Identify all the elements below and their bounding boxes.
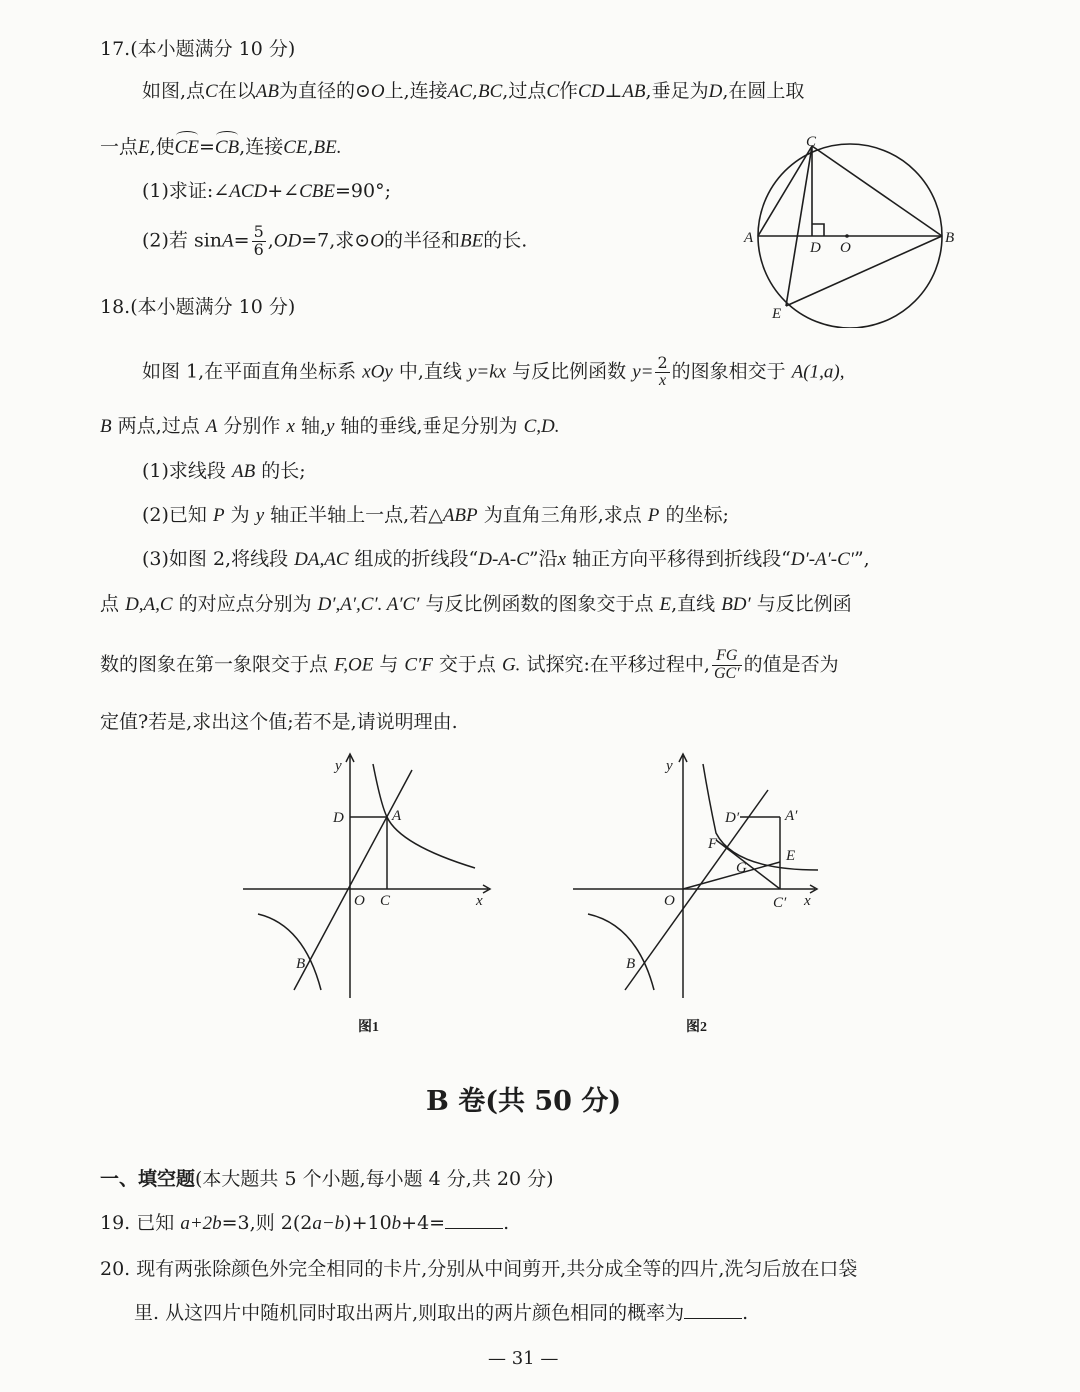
q18-line7: 数的图象在第一象限交于点 F,OE 与 C′F 交于点 G. 试探究:在平移过程中, $\frac{FG}{GC'}$ 的值是否为 [100, 647, 839, 682]
label-d: D [333, 810, 344, 826]
segment-oe [683, 862, 780, 889]
label-e: E [772, 306, 782, 322]
q18-line1: 如图 1,在平面直角坐标系 xOy 中,直线 y=kx 与反比例函数 y= $\frac{2}{x}$ 的图象相交于 A(1,a), [142, 353, 845, 389]
label-c: C [380, 893, 391, 909]
right-angle-mark [812, 224, 824, 236]
label-a-prime: A′ [785, 808, 798, 824]
q17-part1: (1)求证:∠ACD+∠CBE=90°; [142, 180, 391, 202]
label-c-prime: C′ [773, 895, 787, 911]
center-dot [845, 234, 849, 238]
label-e: E [786, 848, 796, 864]
q18-line6: 点 D,A,C 的对应点分别为 D′,A′,C′. A′C′ 与反比例函数的图象交于点 E,直线 BD′ 与反比例函 [100, 593, 852, 615]
label-b: B [296, 956, 306, 972]
figure-1 [238, 748, 498, 1048]
fig1-caption: 图1 [358, 1020, 379, 1035]
label-y: y [335, 758, 342, 774]
q17-part2: (2)若 sinA= $\frac{5}{6}$ ,OD=7,求⊙O的半径和BE的长. [142, 222, 528, 259]
label-a: A [744, 230, 754, 246]
label-o: O [354, 893, 365, 909]
label-b: B [626, 956, 636, 972]
q20-line1: 20. 现有两张除颜色外完全相同的卡片,分别从中间剪开,共分成全等的四片,洗匀后放在口袋 [100, 1258, 858, 1280]
line-b-d-prime [625, 790, 768, 990]
answer-blank-19 [445, 1212, 503, 1229]
q17-line1: 如图,点C在以AB为直径的⊙O上,连接AC,BC,过点C作CD⊥AB,垂足为D,在圆上取 [142, 80, 805, 102]
fill-blank-section-title: 一、填空题(本大题共 5 个小题,每小题 4 分,共 20 分) [100, 1168, 554, 1190]
section-b-heading: B 卷(共 50 分) [426, 1086, 622, 1117]
label-d: D [810, 240, 821, 256]
q20-line2: 里. 从这四片中随机同时取出两片,则取出的两片颜色相同的概率为 . [134, 1302, 749, 1324]
label-c: C [806, 134, 817, 150]
q18-line2: B 两点,过点 A 分别作 x 轴,y 轴的垂线,垂足分别为 C,D. [100, 415, 560, 437]
hyperbola-q3 [258, 914, 321, 990]
fraction-fg-gc: $\frac{FG}{GC'}$ [713, 647, 740, 682]
q18-part2: (2)已知 P 为 y 轴正半轴上一点,若△ABP 为直角三角形,求点 P 的坐标; [142, 504, 729, 526]
hyperbola-q1 [373, 764, 475, 868]
hyperbola-q3 [588, 914, 654, 990]
label-o: O [664, 893, 675, 909]
label-f: F [708, 836, 718, 852]
figure-2 [566, 748, 826, 1048]
label-b: B [945, 230, 955, 246]
label-g: G [736, 860, 747, 876]
fraction-2-x: $\frac{2}{x}$ [657, 353, 668, 389]
arc-ce: CE [174, 137, 199, 158]
q18-title: 18.(本小题满分 10 分) [100, 296, 296, 318]
fig2-caption: 图2 [686, 1020, 707, 1035]
arc-cb: CB [214, 137, 240, 158]
answer-blank-20 [684, 1302, 742, 1319]
label-d-prime: D′ [725, 810, 740, 826]
q19: 19. 已知 a+2b=3,则 2(2a−b)+10b+4= . [100, 1212, 510, 1234]
q17-line2: 一点E,使CE=CB,连接CE,BE. [100, 136, 342, 158]
label-a: A [392, 808, 402, 824]
q18-line8: 定值?若是,求出这个值;若不是,请说明理由. [100, 711, 458, 733]
q18-part3: (3)如图 2,将线段 DA,AC 组成的折线段“D-A-C”沿x 轴正方向平移得到折线段“D′-A′-C′”, [142, 548, 870, 570]
q18-part1: (1)求线段 AB 的长; [142, 460, 306, 482]
label-o: O [840, 240, 851, 256]
circle-figure [740, 128, 970, 328]
line-ab [294, 770, 412, 990]
q17-title: 17.(本小题满分 10 分) [100, 38, 296, 60]
label-x: x [804, 893, 811, 909]
segment-bc [812, 146, 942, 236]
page-number: — 31 — [488, 1348, 559, 1369]
label-x: x [476, 893, 483, 909]
label-y: y [666, 758, 673, 774]
segment-ce [786, 146, 812, 306]
fraction-5-6: $\frac{5}{6}$ [253, 222, 264, 259]
